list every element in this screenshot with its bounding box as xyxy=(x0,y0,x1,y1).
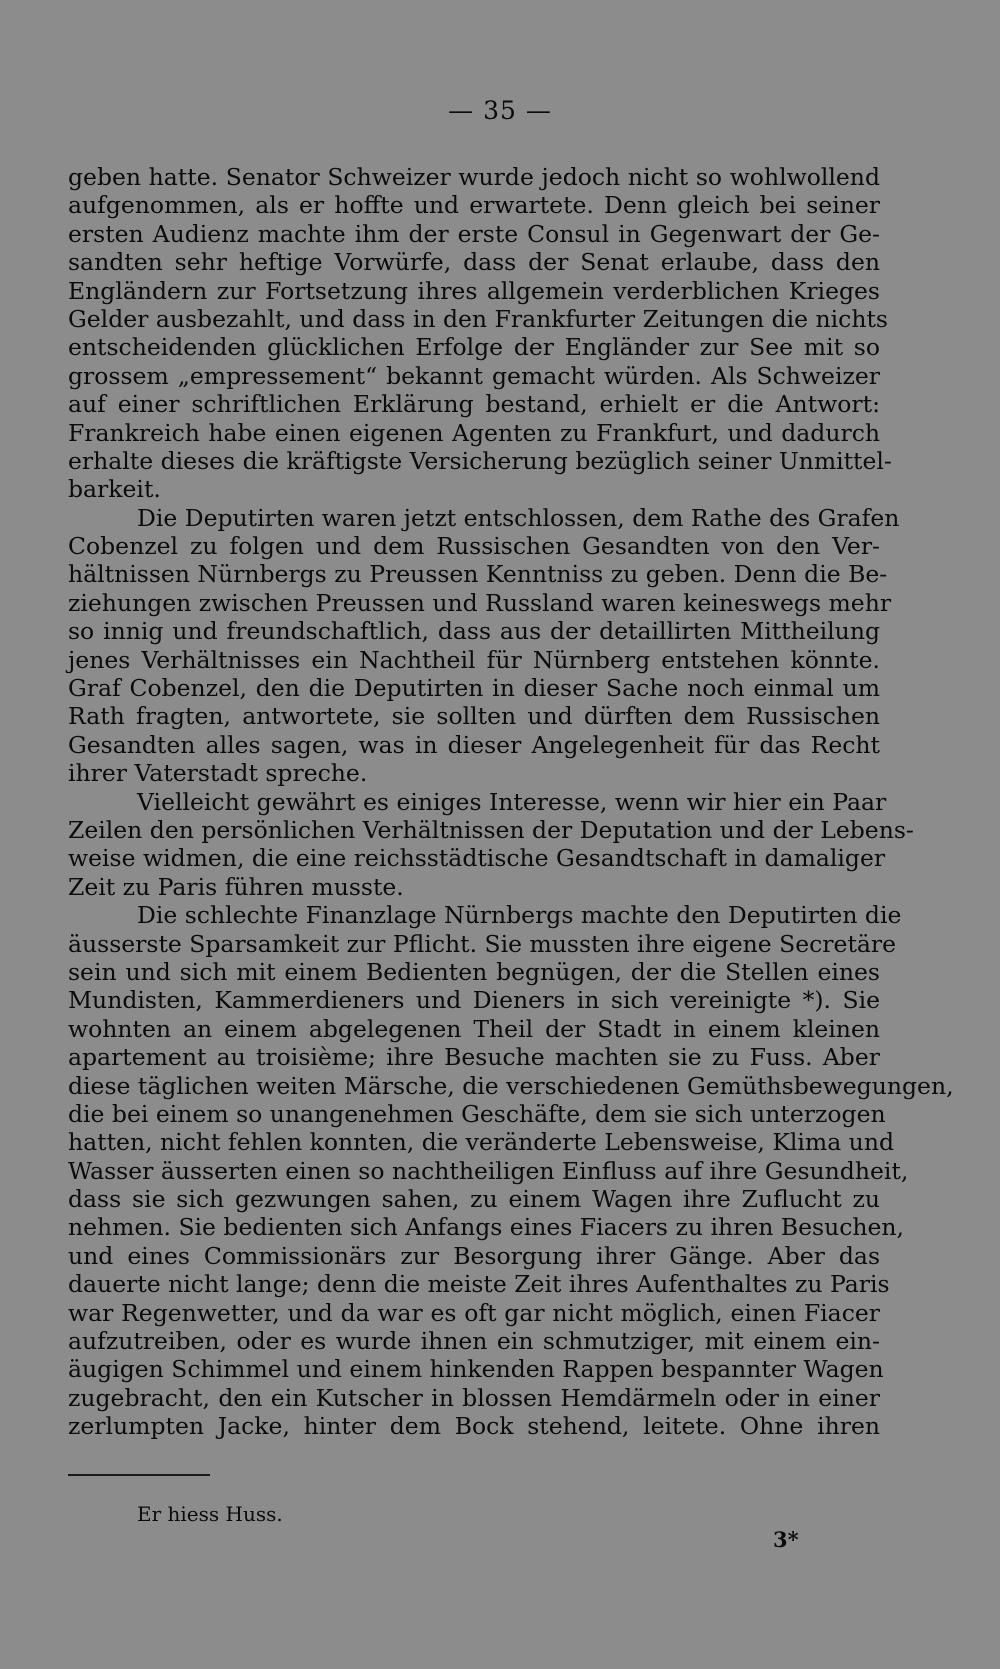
text-line: Cobenzel zu folgen und dem Russischen Gesandten von den Ver- xyxy=(68,532,880,561)
text-line: aufgenommen, als er hoffte und erwartete. Denn gleich bei seiner xyxy=(68,191,880,220)
text-line: so innig und freundschaftlich, dass aus der detaillirten Mittheilung xyxy=(68,617,880,646)
text-line: dauerte nicht lange; denn die meiste Zeit ihres Aufenthaltes zu Paris xyxy=(68,1270,890,1299)
text-line: Engländern zur Fortsetzung ihres allgemein verderblichen Krieges xyxy=(68,276,880,305)
text-line: diese täglichen weiten Märsche, die verschiedenen Gemüthsbewegungen, xyxy=(68,1071,954,1100)
text-line: die bei einem so unangenehmen Geschäfte, dem sie sich unterzogen xyxy=(68,1099,886,1128)
text-line: äugigen Schimmel und einem hinkenden Rappen bespannter Wagen xyxy=(68,1355,884,1384)
text-line: dass sie sich gezwungen sahen, zu einem Wagen ihre Zuflucht zu xyxy=(68,1185,880,1214)
text-line: Die Deputirten waren jetzt entschlossen, dem Rathe des Grafen xyxy=(137,503,900,532)
text-line: Rath fragten, antwortete, sie sollten und dürften dem Russischen xyxy=(68,702,880,731)
text-line: nehmen. Sie bedienten sich Anfangs eines Fiacers zu ihren Besuchen, xyxy=(68,1213,905,1242)
text-line: hältnissen Nürnbergs zu Preussen Kenntniss zu geben. Denn die Be- xyxy=(68,560,888,589)
text-line: ziehungen zwischen Preussen und Russland waren keineswegs mehr xyxy=(68,588,892,617)
text-line: grossem „empressement“ bekannt gemacht würden. Als Schweizer xyxy=(68,361,880,390)
text-line: apartement au troisième; ihre Besuche machten sie zu Fuss. Aber xyxy=(68,1043,880,1072)
text-line: erhalte dieses die kräftigste Versicherung bezüglich seiner Unmittel- xyxy=(68,446,892,475)
printer-signature-mark: 3* xyxy=(773,1527,799,1552)
text-line: zerlumpten Jacke, hinter dem Bock stehend, leitete. Ohne ihren xyxy=(68,1412,880,1441)
text-line: Wasser äusserten einen so nachtheiligen Einfluss auf ihre Gesundheit, xyxy=(68,1156,909,1185)
text-line: weise widmen, die eine reichsstädtische Gesandtschaft in damaliger xyxy=(68,844,886,873)
text-line: Vielleicht gewährt es einiges Interesse, wenn wir hier ein Paar xyxy=(137,787,887,816)
body-text xyxy=(68,163,954,1441)
text-line: Zeilen den persönlichen Verhältnissen der Deputation und der Lebens- xyxy=(68,815,914,844)
text-line: Mundisten, Kammerdieners und Dieners in sich vereinigte *). Sie xyxy=(68,986,880,1015)
text-line: und eines Commissionärs zur Besorgung ihrer Gänge. Aber das xyxy=(68,1241,880,1270)
footnote-rule xyxy=(68,1474,210,1476)
text-line: ersten Audienz machte ihm der erste Consul in Gegenwart der Ge- xyxy=(68,219,880,248)
text-line: war Regenwetter, und da war es oft gar nicht möglich, einen Fiacer xyxy=(68,1298,880,1327)
text-line: aufzutreiben, oder es wurde ihnen ein schmutziger, mit einem ein- xyxy=(68,1327,880,1356)
text-line: Zeit zu Paris führen musste. xyxy=(68,872,404,901)
text-line: jenes Verhältnisses ein Nachtheil für Nürnberg entstehen könnte. xyxy=(68,645,880,674)
page-number-header: — 35 — xyxy=(448,96,552,125)
text-line: äusserste Sparsamkeit zur Pflicht. Sie mussten ihre eigene Secretäre xyxy=(68,929,897,958)
text-line: Die schlechte Finanzlage Nürnbergs machte den Deputirten die xyxy=(137,901,902,930)
text-line: auf einer schriftlichen Erklärung bestand, erhielt er die Antwort: xyxy=(68,390,880,419)
text-line: sandten sehr heftige Vorwürfe, dass der Senat erlaube, dass den xyxy=(68,248,880,277)
footnote: Er hiess Huss. xyxy=(137,1502,283,1526)
text-line: geben hatte. Senator Schweizer wurde jedoch nicht so wohlwollend xyxy=(68,163,880,191)
text-line: Gelder ausbezahlt, und dass in den Frankfurter Zeitungen die nichts xyxy=(68,304,888,333)
text-line: Graf Cobenzel, den die Deputirten in dieser Sache noch einmal um xyxy=(68,674,880,703)
text-line: wohnten an einem abgelegenen Theil der Stadt in einem kleinen xyxy=(68,1014,880,1043)
text-line: entscheidenden glücklichen Erfolge der Engländer zur See mit so xyxy=(68,333,880,362)
text-line: barkeit. xyxy=(68,475,161,504)
text-line: Gesandten alles sagen, was in dieser Angelegenheit für das Recht xyxy=(68,730,880,759)
text-line: sein und sich mit einem Bedienten begnügen, der die Stellen eines xyxy=(68,957,880,986)
text-line: hatten, nicht fehlen konnten, die veränderte Lebensweise, Klima und xyxy=(68,1128,894,1157)
text-line: zugebracht, den ein Kutscher in blossen Hemdärmeln oder in einer xyxy=(68,1383,880,1412)
text-line: ihrer Vaterstadt spreche. xyxy=(68,759,368,788)
text-line: Frankreich habe einen eigenen Agenten zu Frankfurt, und dadurch xyxy=(68,418,880,447)
